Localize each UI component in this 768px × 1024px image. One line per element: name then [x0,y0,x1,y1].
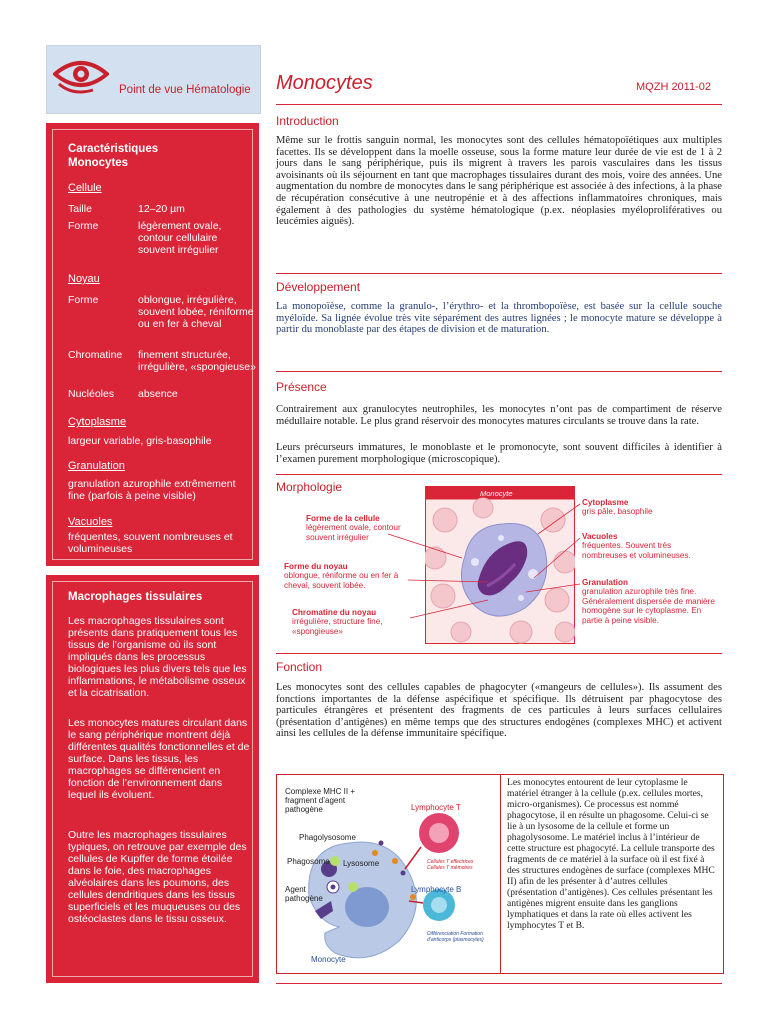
noyau-form-label: Forme [68,294,99,306]
label-lysosome: Lysosome [343,859,380,868]
cellule-form-label: Forme [68,220,99,232]
label-mhc-complex: Complexe MHC II + fragment d’agent pathogène [285,787,356,814]
label-lymphocyte-b-sub: Différenciation Formation d’anticorps (plasmocytes) [427,931,484,943]
label-cell-form-title: Forme de la cellule [306,514,380,523]
brand-logo-box [46,45,261,114]
introduction-text: Même sur le frottis sanguin normal, les monocytes sont des cellules hématopoïétiques aux multiples facettes. Ils se développent dans la moelle osseuse, sous la forme mature leur durée de vie est de 1 à 2 jours dans le sang périphérique, puis ils migrent à travers les parois vasculaires dans les tissus avoisinants où ils séjournent en tant que macrophages tissulaires durant des mois, voire des années. Une augmentation du nombre de monocytes dans le sang périphérique est associée à des infections, à la phase de récupération consécutive à une neutropénie et à des affections inflammatoires chroniques, mais également à des pathologies du système hématologique (p.ex. néoplasies myéloprolifératives ou leucémies aiguës). [276,135,722,228]
noyau-chromatin-value: finement structurée, irrégulière, «spongieuse» [138,349,256,373]
figure-title: Monocyte [480,489,513,498]
label-monocyte: Monocyte [311,955,346,964]
label-cytoplasm-text: gris pâle, basophile [582,507,653,517]
developpement-title: Développement [276,280,361,294]
label-cytoplasm-title: Cytoplasme [582,498,629,507]
divider [276,104,722,105]
cellule-heading: Cellule [68,182,102,194]
label-chromatin-title: Chromatine du noyau [292,608,377,617]
divider [276,474,722,475]
phagocytosis-figure [276,774,724,974]
divider [276,983,722,984]
page-title: Monocytes [276,72,373,94]
macrophages-paragraph-1: Les macrophages tissulaires sont présents dans pratiquement tous les tissus de l’organisme où ils sont impliqués dans les processus biologiques les plus divers tels que les inflammations, le métabolisme osseux et la cicatrisation. [68,615,247,699]
noyau-chromatin-label: Chromatine [68,349,123,361]
noyau-form-value: oblongue, irrégulière, souvent lobée, réniforme ou en fer à cheval [138,294,254,330]
developpement-text: La monopoïèse, comme la granulo-, l’érythro- et la thrombopoïèse, est basée sur la cellule souche myéloïde. Sa lignée évolue très vite séparément des autres lignées ; le monocyte mature se développe à partir du monoblaste par des étapes de division et de maturation. [276,301,722,336]
divider [276,371,722,372]
label-phagosome: Phagosome [287,857,330,866]
label-nucleus-form-title: Forme du noyau [284,562,348,571]
presence-text-1: Contrairement aux granulocytes neutrophiles, les monocytes n’ont pas de compartiment de réserve médullaire notable. Le plus grand réservoir des monocytes matures circulants se trouve dans la rate. [276,404,722,427]
monocyte-figure [276,482,722,650]
characteristics-subtitle: Monocytes [68,157,129,169]
macrophages-panel [46,575,259,983]
divider [276,273,722,274]
label-vacuoles-title: Vacuoles [582,532,618,541]
label-phagolysosome: Phagolysosome [299,833,356,842]
divider [276,653,722,654]
cellule-size-label: Taille [68,203,92,215]
morphologie-title: Morphologie [276,480,343,494]
label-cell-form-text: légèrement ovale, contour souvent irrégulier [306,523,401,542]
brand-name: Point de vue Hématologie [119,84,251,96]
label-granulation-title: Granulation [582,578,628,587]
introduction-title: Introduction [276,114,339,128]
macrophages-paragraph-2: Les monocytes matures circulant dans le sang périphérique montrent déjà différentes qualités fonctionnelles et de surface. Dans les tissus, les macrophages se différencient en fonction de l’environnement dans lequel ils évoluent. [68,717,250,801]
label-chromatin-text: irrégulière, structure fine, «spongieuse» [292,617,383,636]
granulation-heading: Granulation [68,460,125,472]
presence-title: Présence [276,380,327,394]
pointer-lines [276,482,722,650]
cytoplasme-text: largeur variable, gris-basophile [68,435,212,447]
noyau-heading: Noyau [68,273,100,285]
label-lymphocyte-t: Lymphocyte T [411,803,461,812]
fonction-text: Les monocytes sont des cellules capables de phagocyter («mangeurs de cellules»). Ils assument des fonctions importantes de la défense aspécifique et spécifique. Ils détruisent par phagocytose des particules étrangères et présentent des fragments de ces particules à leurs surfaces cellulaires (présentation d’antigènes) en même temps que des structures endogènes (complexes MHC) et activent ainsi les cellules de la défense immunitaire spécifique. [276,682,722,740]
label-granulation-text: granulation azurophile très fine. Généralement dispersée de manière homogène sur le cytoplasme. En partie à peine visible. [582,587,715,625]
macrophages-title: Macrophages tissulaires [68,591,203,603]
label-lymphocyte-t-sub: Cellules T effectrices Cellules T mémoires [427,859,474,871]
figure-divider [500,775,501,973]
eye-icon [53,56,109,96]
noyau-nucleoles-value: absence [138,388,178,400]
noyau-nucleoles-label: Nucléoles [68,388,115,400]
vacuoles-text: fréquentes, souvent nombreuses et volumineuses [68,531,233,555]
label-nucleus-form-text: oblongue, réniforme ou en fer à cheval, souvent lobée. [284,571,399,590]
characteristics-panel [46,123,259,566]
vacuoles-heading: Vacuoles [68,516,113,528]
label-vacuoles-text: fréquentes. Souvent très nombreuses et volumineuses. [582,541,691,560]
label-lymphocyte-b: Lymphocyte B [411,885,462,894]
presence-text-2: Leurs précurseurs immatures, le monoblaste et le promonocyte, sont souvent difficiles à identifier à l’examen purement morphologique (microscopique). [276,442,722,465]
cellule-form-value: légèrement ovale, contour cellulaire souvent irrégulier [138,220,222,256]
document-code: MQZH 2011-02 [636,81,711,93]
fonction-title: Fonction [276,660,323,674]
cytoplasme-heading: Cytoplasme [68,416,127,428]
granulation-text: granulation azurophile extrêmement fine (parfois à peine visible) [68,478,236,502]
phagocytosis-text: Les monocytes entourent de leur cytoplasme le matériel étranger à la cellule (p.ex. cellules mortes, micro-organismes). Ce processus est nommé phagocytose, il en résulte un phagosome. Celui-ci se lie à un lysosome de la cellule et forme un phagolysosome. Le matériel inclus à l’intérieur de cette structure est phagocyté. La cellule transporte des fragments de ce matériel à la surface où il est fixé à des structures endogènes de surface (complexes MHC II) afin de les présenter à d’autres cellules (présentation d’antigènes). Ces cellules présentant les antigènes migrent ensuite dans les ganglions lymphatiques et dans la rate où elles activent les lymphocytes T et B. [507,777,715,931]
macrophages-paragraph-3: Outre les macrophages tissulaires typiques, on retrouve par exemple des cellules de Kupffer de forme étoilée dans le foie, des macrophages alvéolaires dans les poumons, des cellules dendritiques dans les tissus superficiels et les muqueuses ou des ostéoclastes dans le tissu osseux. [68,829,247,925]
label-agent: Agent pathogène [285,885,323,903]
characteristics-title: Caractéristiques [68,143,159,155]
cellule-size-value: 12–20 µm [138,203,185,215]
